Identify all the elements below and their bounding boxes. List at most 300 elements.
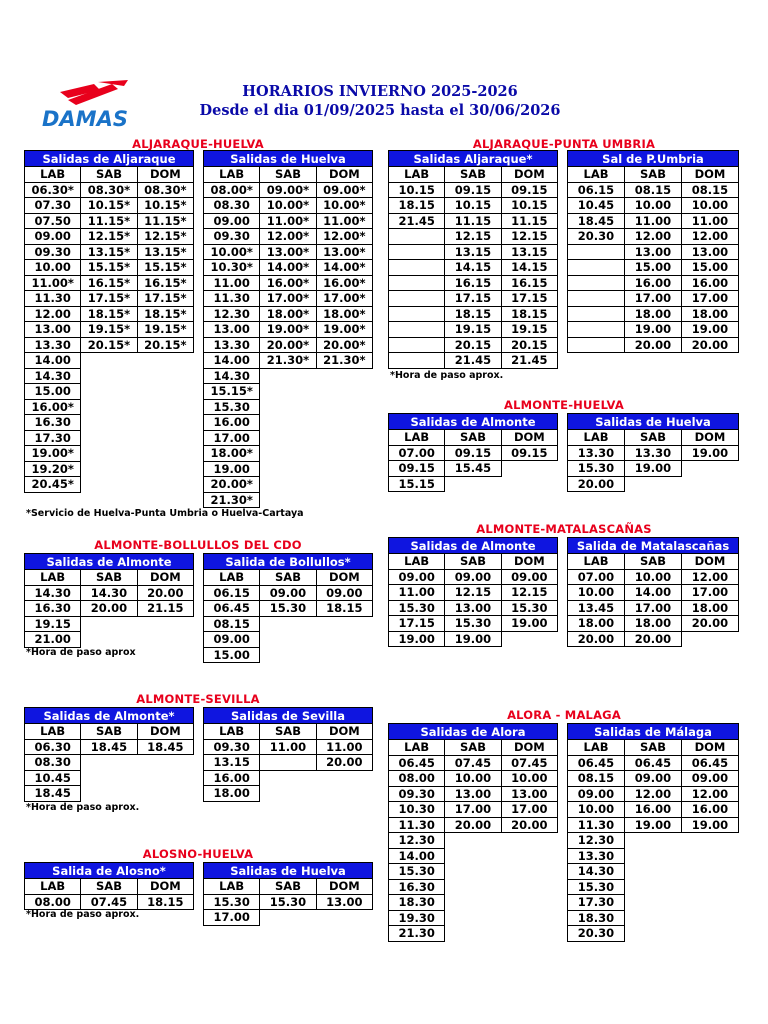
table-row [204, 616, 373, 632]
time-cell: 16.15 [445, 275, 501, 291]
table-row [568, 275, 739, 291]
time-cell: 08.15 [204, 616, 260, 632]
table-row [25, 739, 194, 755]
time-cell [316, 399, 372, 415]
time-cell: 18.45 [25, 786, 81, 802]
column-header: SAB [445, 740, 501, 756]
table-row [389, 275, 558, 291]
time-cell: 15.30 [389, 864, 445, 880]
time-cell [501, 895, 557, 911]
time-cell: 20.00 [625, 337, 682, 353]
table-row [389, 771, 558, 787]
time-cell: 06.15 [568, 182, 625, 198]
time-cell [389, 260, 445, 276]
route-alora-malaga: ALORA - MALAGA [507, 708, 621, 722]
table-title: Salidas de Aljaraque [25, 151, 194, 167]
time-cell [501, 879, 557, 895]
table-salida-bollullos [203, 553, 373, 663]
time-cell: 12.15* [81, 229, 137, 245]
time-cell [137, 368, 193, 384]
table-row [389, 864, 558, 880]
time-cell [445, 476, 501, 492]
time-cell: 11.30 [568, 817, 625, 833]
time-cell: 18.00 [682, 600, 739, 616]
time-cell: 09.00 [25, 229, 81, 245]
time-cell: 09.00 [625, 771, 682, 787]
table-row [25, 585, 194, 601]
column-header: DOM [501, 740, 557, 756]
table-row [389, 802, 558, 818]
time-cell [501, 476, 557, 492]
time-cell [260, 786, 316, 802]
time-cell: 11.15* [81, 213, 137, 229]
table-row [389, 291, 558, 307]
time-cell: 09.00 [501, 569, 557, 585]
time-cell: 20.45* [25, 477, 81, 493]
column-header: SAB [445, 167, 501, 183]
time-cell: 15.15* [137, 260, 193, 276]
table-row [389, 879, 558, 895]
table-row [25, 275, 194, 291]
time-cell [260, 632, 316, 648]
column-header: LAB [568, 740, 625, 756]
time-cell: 11.15 [445, 213, 501, 229]
column-header: LAB [568, 167, 625, 183]
time-cell: 15.30 [568, 879, 625, 895]
time-cell [81, 446, 137, 462]
time-cell: 20.00 [501, 817, 557, 833]
time-cell: 15.15 [389, 476, 445, 492]
time-cell [137, 353, 193, 369]
column-header: LAB [568, 554, 625, 570]
time-cell: 12.00 [25, 306, 81, 322]
time-cell: 19.00 [501, 616, 557, 632]
time-cell: 20.00 [682, 616, 739, 632]
time-cell [137, 384, 193, 400]
table-row [25, 306, 194, 322]
time-cell: 07.50 [25, 213, 81, 229]
time-cell: 18.00* [204, 446, 260, 462]
table-row [204, 213, 373, 229]
time-cell: 11.00 [389, 585, 445, 601]
time-cell [260, 446, 316, 462]
time-cell: 15.30 [445, 616, 501, 632]
time-cell: 06.45 [682, 755, 739, 771]
time-cell: 18.15 [316, 601, 372, 617]
table-salidas-huelva-aljaraque [203, 150, 373, 508]
time-cell: 16.15* [81, 275, 137, 291]
time-cell: 18.00 [568, 616, 625, 632]
column-header: DOM [682, 554, 739, 570]
time-cell [81, 786, 137, 802]
time-cell: 21.15 [137, 601, 193, 617]
time-cell: 06.45 [568, 755, 625, 771]
table-row [568, 802, 739, 818]
time-cell [260, 647, 316, 663]
table-row [568, 476, 739, 492]
time-cell [389, 353, 445, 369]
time-cell: 17.15 [445, 291, 501, 307]
time-cell [682, 910, 739, 926]
column-header: SAB [260, 724, 316, 740]
time-cell: 12.30 [568, 833, 625, 849]
column-header: DOM [137, 167, 193, 183]
column-header: DOM [316, 167, 372, 183]
time-cell: 12.00 [682, 786, 739, 802]
time-cell: 14.00 [625, 585, 682, 601]
time-cell: 10.15* [137, 198, 193, 214]
table-row [25, 291, 194, 307]
time-cell: 19.00* [260, 322, 316, 338]
time-cell: 12.00 [625, 229, 682, 245]
route-almonte-sevilla: ALMONTE-SEVILLA [136, 692, 260, 706]
column-header: SAB [445, 430, 501, 446]
time-cell: 21.45 [501, 353, 557, 369]
time-cell [137, 415, 193, 431]
table-row [568, 322, 739, 338]
time-cell: 08.00 [25, 894, 81, 910]
time-cell: 13.00 [682, 244, 739, 260]
time-cell [81, 477, 137, 493]
time-cell: 13.00 [25, 322, 81, 338]
time-cell: 18.00 [204, 786, 260, 802]
table-row [389, 848, 558, 864]
time-cell [260, 755, 316, 771]
table-row [204, 894, 373, 910]
time-cell: 16.00 [682, 802, 739, 818]
time-cell: 19.15 [501, 322, 557, 338]
table-row [204, 353, 373, 369]
table-row [25, 415, 194, 431]
time-cell: 20.00 [625, 631, 682, 647]
table-row [389, 926, 558, 942]
table-row [204, 430, 373, 446]
time-cell [137, 616, 193, 632]
table-row [568, 910, 739, 926]
column-header: LAB [25, 167, 81, 183]
time-cell: 13.00 [316, 894, 372, 910]
time-cell: 15.00 [25, 384, 81, 400]
time-cell: 15.15* [204, 384, 260, 400]
table-row [204, 601, 373, 617]
time-cell: 19.00 [625, 461, 682, 477]
time-cell [81, 430, 137, 446]
time-cell: 09.00* [316, 182, 372, 198]
time-cell: 10.15 [389, 182, 445, 198]
table-row [204, 368, 373, 384]
time-cell: 06.30* [25, 182, 81, 198]
time-cell: 14.00* [260, 260, 316, 276]
time-cell: 21.45 [445, 353, 501, 369]
table-row [568, 244, 739, 260]
time-cell: 10.15* [81, 198, 137, 214]
table-title: Salidas de Almonte [389, 538, 558, 554]
table-row [389, 260, 558, 276]
time-cell [316, 477, 372, 493]
time-cell: 19.00 [625, 322, 682, 338]
time-cell: 16.00 [625, 802, 682, 818]
table-row [25, 770, 194, 786]
table-row [25, 477, 194, 493]
time-cell [445, 910, 501, 926]
table-salidas-sevilla [203, 707, 373, 802]
time-cell: 18.00 [625, 616, 682, 632]
time-cell: 19.00 [682, 322, 739, 338]
time-cell: 13.00 [445, 786, 501, 802]
time-cell: 17.00 [682, 291, 739, 307]
time-cell [625, 926, 682, 942]
table-title: Salidas de Almonte [389, 414, 558, 430]
time-cell: 14.30 [81, 585, 137, 601]
table-row [568, 864, 739, 880]
time-cell [260, 415, 316, 431]
table-row [389, 353, 558, 369]
time-cell: 19.30 [389, 910, 445, 926]
time-cell: 10.00 [445, 771, 501, 787]
time-cell: 13.15 [204, 755, 260, 771]
time-cell [81, 415, 137, 431]
table-row [389, 337, 558, 353]
time-cell: 20.00* [204, 477, 260, 493]
time-cell [445, 864, 501, 880]
table-salidas-almonte-huelva [388, 413, 558, 492]
table-row [389, 229, 558, 245]
time-cell [568, 275, 625, 291]
time-cell: 20.00 [81, 601, 137, 617]
time-cell: 15.30 [389, 600, 445, 616]
table-row [389, 244, 558, 260]
time-cell: 06.45 [625, 755, 682, 771]
time-cell: 20.15* [81, 337, 137, 353]
time-cell: 15.00 [682, 260, 739, 276]
table-salidas-almonte-sevilla [24, 707, 194, 802]
time-cell: 17.00* [260, 291, 316, 307]
time-cell [682, 631, 739, 647]
time-cell: 18.15* [137, 306, 193, 322]
time-cell [568, 306, 625, 322]
table-row [568, 786, 739, 802]
time-cell [625, 476, 682, 492]
time-cell: 12.00 [682, 569, 739, 585]
time-cell: 19.00* [25, 446, 81, 462]
time-cell: 19.00 [389, 631, 445, 647]
time-cell: 17.00 [625, 600, 682, 616]
time-cell: 15.30 [204, 894, 260, 910]
time-cell: 16.15 [501, 275, 557, 291]
time-cell: 16.00 [204, 770, 260, 786]
time-cell [81, 632, 137, 648]
time-cell: 16.30 [25, 415, 81, 431]
table-row [204, 275, 373, 291]
time-cell: 17.00 [625, 291, 682, 307]
column-header: DOM [682, 430, 739, 446]
time-cell: 09.15 [445, 182, 501, 198]
time-cell: 16.00 [204, 415, 260, 431]
table-salidas-almonte-bollullos [24, 553, 194, 648]
time-cell: 09.00* [260, 182, 316, 198]
time-cell [260, 492, 316, 508]
route-almonte-matalascanas: ALMONTE-MATALASCAÑAS [476, 522, 652, 536]
route-alosno-huelva: ALOSNO-HUELVA [142, 847, 254, 861]
table-row [25, 322, 194, 338]
table-row [389, 895, 558, 911]
table-row [568, 926, 739, 942]
time-cell [316, 461, 372, 477]
time-cell: 13.00* [316, 244, 372, 260]
time-cell [445, 879, 501, 895]
time-cell: 18.45 [568, 213, 625, 229]
time-cell: 10.00 [25, 260, 81, 276]
time-cell: 19.20* [25, 461, 81, 477]
time-cell: 18.00* [316, 306, 372, 322]
time-cell [316, 632, 372, 648]
table-row [25, 353, 194, 369]
route-almonte-huelva: ALMONTE-HUELVA [504, 398, 624, 412]
column-header: LAB [25, 879, 81, 895]
time-cell: 11.00 [682, 213, 739, 229]
table-row [204, 229, 373, 245]
time-cell: 13.30 [568, 848, 625, 864]
time-cell: 13.15 [445, 244, 501, 260]
time-cell: 20.00 [682, 337, 739, 353]
time-cell: 20.00* [316, 337, 372, 353]
time-cell: 14.30 [568, 864, 625, 880]
time-cell: 09.00 [316, 585, 372, 601]
table-title: Salidas de Huelva [204, 151, 373, 167]
time-cell: 13.30 [25, 337, 81, 353]
table-row [389, 461, 558, 477]
note-aljaraque-huelva: *Servicio de Huelva-Punta Umbria o Huelva-Cartaya [26, 508, 304, 519]
time-cell: 08.15 [625, 182, 682, 198]
time-cell: 15.30 [260, 601, 316, 617]
time-cell [682, 926, 739, 942]
time-cell: 18.15 [501, 306, 557, 322]
time-cell [260, 770, 316, 786]
time-cell: 11.00* [260, 213, 316, 229]
time-cell: 10.45 [568, 198, 625, 214]
table-row [389, 833, 558, 849]
table-title: Salidas de Alora [389, 724, 558, 740]
time-cell: 16.30 [389, 879, 445, 895]
time-cell: 11.00 [204, 275, 260, 291]
table-row [25, 461, 194, 477]
table-row [389, 786, 558, 802]
column-header: DOM [501, 167, 557, 183]
time-cell: 13.00 [625, 244, 682, 260]
table-title: Salidas de Almonte [25, 554, 194, 570]
time-cell: 07.30 [25, 198, 81, 214]
time-cell [625, 910, 682, 926]
route-almonte-bollullos: ALMONTE-BOLLULLOS DEL CDO [94, 538, 302, 552]
time-cell: 17.00 [204, 910, 260, 926]
table-row [204, 632, 373, 648]
table-title: Salidas de Huelva [204, 863, 373, 879]
table-row [25, 260, 194, 276]
time-cell: 12.00* [260, 229, 316, 245]
table-title: Salida de Bollullos* [204, 554, 373, 570]
time-cell: 20.15 [445, 337, 501, 353]
table-row [204, 384, 373, 400]
table-salidas-malaga [567, 723, 739, 942]
table-row [389, 306, 558, 322]
time-cell: 16.30 [25, 601, 81, 617]
table-row [568, 229, 739, 245]
column-header: SAB [625, 740, 682, 756]
time-cell: 20.00 [445, 817, 501, 833]
column-header: SAB [260, 879, 316, 895]
time-cell: 17.00* [316, 291, 372, 307]
time-cell: 19.00 [204, 461, 260, 477]
time-cell [445, 895, 501, 911]
table-row [25, 755, 194, 771]
time-cell: 09.30 [204, 739, 260, 755]
time-cell: 06.45 [204, 601, 260, 617]
time-cell: 15.00 [625, 260, 682, 276]
time-cell [260, 910, 316, 926]
table-row [389, 616, 558, 632]
time-cell [625, 895, 682, 911]
time-cell: 09.30 [389, 786, 445, 802]
time-cell: 08.15 [682, 182, 739, 198]
note-punta-umbria: *Hora de paso aprox. [390, 370, 504, 381]
time-cell [316, 616, 372, 632]
table-row [389, 322, 558, 338]
time-cell: 13.15* [81, 244, 137, 260]
time-cell: 15.00 [204, 647, 260, 663]
route-aljaraque-huelva: ALJARAQUE-HUELVA [132, 137, 264, 151]
time-cell [445, 833, 501, 849]
table-row [204, 182, 373, 198]
time-cell: 17.15 [501, 291, 557, 307]
time-cell: 10.15 [445, 198, 501, 214]
time-cell [316, 384, 372, 400]
column-header: LAB [204, 879, 260, 895]
time-cell: 19.00 [682, 445, 739, 461]
time-cell: 14.15 [501, 260, 557, 276]
time-cell [260, 461, 316, 477]
table-salidas-aljaraque-huelva [24, 150, 194, 493]
time-cell: 07.00 [389, 445, 445, 461]
column-header: DOM [682, 740, 739, 756]
logo-wordmark: DAMAS [42, 107, 128, 131]
column-header: LAB [204, 570, 260, 586]
table-row [389, 755, 558, 771]
table-salidas-aljaraque-punta-umbria [388, 150, 558, 369]
table-row [568, 879, 739, 895]
column-header: SAB [625, 167, 682, 183]
table-row [25, 430, 194, 446]
table-title: Salidas de Málaga [568, 724, 739, 740]
time-cell: 09.00 [204, 213, 260, 229]
time-cell: 17.00 [204, 430, 260, 446]
time-cell: 13.45 [568, 600, 625, 616]
time-cell: 18.15 [137, 894, 193, 910]
column-header: LAB [204, 167, 260, 183]
column-header: DOM [316, 879, 372, 895]
column-header: SAB [625, 554, 682, 570]
time-cell: 10.30* [204, 260, 260, 276]
table-row [204, 755, 373, 771]
column-header: LAB [389, 167, 445, 183]
time-cell: 18.00 [625, 306, 682, 322]
table-row [204, 291, 373, 307]
table-row [568, 182, 739, 198]
time-cell: 16.00* [260, 275, 316, 291]
column-header: DOM [137, 724, 193, 740]
time-cell [81, 353, 137, 369]
time-cell: 09.00 [682, 771, 739, 787]
title-line-2: Desde el dia 01/09/2025 hasta el 30/06/2026 [199, 102, 561, 119]
